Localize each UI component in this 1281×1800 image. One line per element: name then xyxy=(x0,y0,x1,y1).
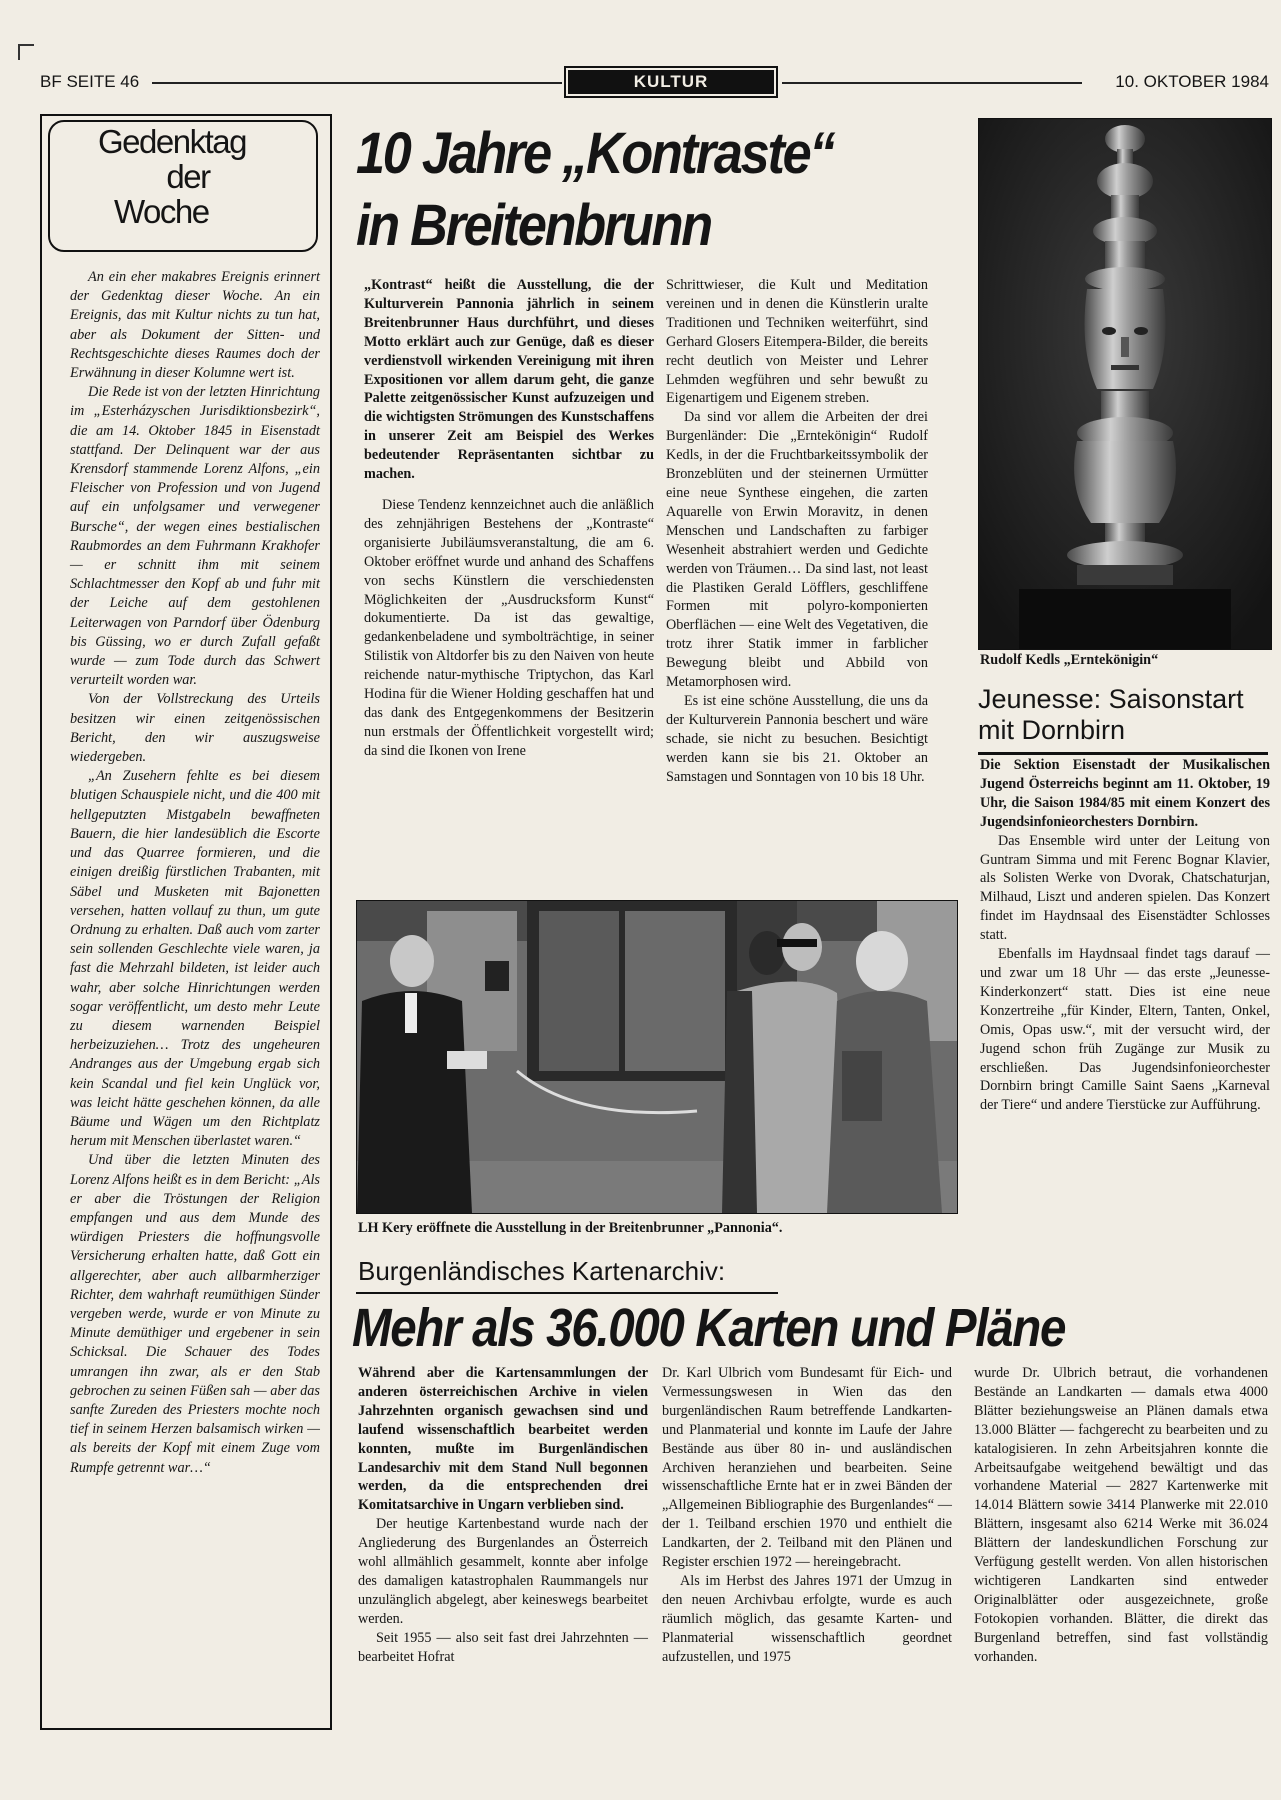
section-label: KULTUR xyxy=(568,70,774,94)
gedenktag-column xyxy=(40,114,332,1730)
karten-paragraph: Der heutige Kartenbestand wurde nach der Angliederung des Burgenlandes an Österreich wohl allmählich gesammelt, konnte aber infolge des damaligen katastrophalen Raummangels nur unzulänglich abgelegt, aber keineswegs bearbeitet werden. xyxy=(358,1516,648,1627)
karten-column-2 xyxy=(662,1364,952,1667)
karten-headline: Mehr als 36.000 Karten und Pläne xyxy=(352,1298,1066,1358)
statue-caption: Rudolf Kedls „Erntekönigin“ xyxy=(980,652,1159,668)
kontraste-headline-line1: 10 Jahre „Kontraste“ xyxy=(356,121,834,186)
event-caption: LH Kery eröffnete die Ausstellung in der Breitenbrunner „Pannonia“. xyxy=(358,1220,783,1236)
gedenktag-title xyxy=(48,120,318,252)
header-rule-left xyxy=(152,82,562,84)
kontraste-column-1 xyxy=(364,276,654,761)
kontraste-paragraph: Es ist eine schöne Ausstellung, die uns da der Kulturverein Pannonia beschert und wäre schade, sie nicht zu besuchen. Besichtigt werden kann sie bis 21. Oktober an Samstagen und Sonntagen von 10 bis 18 Uhr. xyxy=(666,692,928,785)
kontraste-paragraph: Da sind vor allem die Arbeiten der drei Burgenländer: Die „Erntekönigin“ Rudolf Kedls, in der die Fruchtbarkeitssymbolik der Bronzeblüten und der steinernen Urmütter eine neue Synthese eingehen, die zarten Aquarelle von Erwin Moravitz, in denen Menschen und Landschaften zu farbiger Wesenheit abstrahiert werden und Gedichte werden von Träumen… Da sind last, not least die Plastiken Gerald Löfflers, geschliffene Formen mit polyro-komponierten Oberflächen — eine Welt des Vegetativen, die trotz ihrer Statik immer in farblicher Bewegung bleibt und Abbild von Metamorphosen wird. xyxy=(666,409,928,691)
gedenktag-paragraph: An ein eher makabres Ereignis erinnert der Gedenktag dieser Woche. An ein Ereignis, das mit Kultur nichts zu tun hat, aber als Dokument der Sitten- und Rechtsgeschichte dieses Raumes doch der Erwähnung in dieser Kolumne wert ist. xyxy=(70,269,320,382)
exhibition-opening-image xyxy=(357,901,957,1213)
karten-paragraph: Dr. Karl Ulbrich vom Bundesamt für Eich- und Vermessungswesen in Wien das den burgenländischen Raum betreffende Landkarten- und Planmaterial und konnte im Laufe der Jahre Bestände aus über 80 in- und ausländischen Archiven heranziehen und bearbeiten. Seine wissenschaftliche Ernte hat er in zwei Bänden der „Allgemeinen Bibliographie des Burgenlandes“ — der 1. Teilband erschien 1970 und enthielt die Landkarten, der 2. Teilband mit den Plänen und Register erschien 1972 — hereingebracht. xyxy=(662,1365,952,1571)
kontraste-column-2 xyxy=(666,276,928,786)
karten-paragraph: Als im Herbst des Jahres 1971 der Umzug in den neuen Archivbau erfolgte, wurde es auch räumlich möglich, das gesamte Karten- und Planmaterial wissenschaftlich geordnet aufzustellen, und 1975 xyxy=(662,1572,952,1665)
gedenktag-title-line2: der xyxy=(166,158,210,195)
karten-column-3 xyxy=(974,1364,1268,1667)
karten-column-1 xyxy=(358,1364,648,1667)
gedenktag-paragraph: Von der Vollstreckung des Urteils besitzen wir einen zeitgenössischen Bericht, den wir auszugsweise wiedergeben. xyxy=(70,691,320,766)
gedenktag-paragraph: Die Rede ist von der letzten Hinrichtung im „Esterházyschen Jurisdiktionsbezirk“, die am 14. Oktober 1845 in Eisenstadt stattfand. Der Delinquent war der aus Krensdorf stammende Lorenz Alfons, „ein Fleischer von Profession und von Jugend auf ein unfolgsamer und verwegener Bursche“, der wegen eines bestialischen Raubmordes an dem Fuhrmann Krakhofer — er schnitt ihm mit seinem Schlachtmesser den Kopf ab und fuhr mit der Leiche auf dem gestohlenen Leiterwagen von Parndorf über Ödenburg bis Güssing, wo er durch Zufall gefaßt wurde — zum Tode durch das Schwert verurteilt worden war. xyxy=(70,384,320,689)
gedenktag-title-line1: Gedenktag xyxy=(98,123,246,160)
issue-date: 10. OKTOBER 1984 xyxy=(1115,72,1269,91)
jeunesse-paragraph: Ebenfalls im Haydnsaal findet tags darauf — und zwar um 18 Uhr — das erste „Jeunesse-Kinderkonzert“ statt. Dies ist eine neue Konzertreihe „für Kinder, Eltern, Tanten, Onkel, Omis, Opas usw.“, mit der versucht wird, der Jugend schon früh Zugänge zur Musik zu erschließen. Das Jugendsinfonieorchester Dornbirn bringt Camille Saint Saens „Karneval der Tiere“ und andere Tierstücke zur Aufführung. xyxy=(980,946,1270,1114)
kontraste-headline xyxy=(356,118,914,262)
gedenktag-paragraph: Und über die letzten Minuten des Lorenz Alfons heißt es in dem Bericht: „Als er aber die Tröstungen der Religion empfangen und aus dem Munde des würdigen Priesters die hoffnungsvolle Versicherung erhalten hatte, daß Gott ein allgerechter, aber auch allbarmherziger Richter, dem wahrhaft reumüthigen Sünder vergeben werde, wurde er von Minute zu Minute demüthiger und ergebener in sein Schicksal. Die Schauer des Todes umrangen ihn zwar, als er den Stab gebrochen zu seinen Füßen sah — aber das sanfte Zureden des Priesters mochte noch tief in seinem Herzen balsamisch wirken — als bereits der Kopf mit einem Zuge vom Rumpfe getrennt war…“ xyxy=(70,1152,320,1476)
header-rule-right xyxy=(782,82,1082,84)
kontraste-paragraph: Schrittwieser, die Kult und Meditation vereinen und in denen die Künstlerin uralte Traditionen und Techniken weiterführt, sind Gerhard Glosers Eitempera-Bilder, die bereits recht deutlich von Meister und Lehrer Lehmden wegführen und sehr bewußt zu Eigenartigem und Eigenem streben. xyxy=(666,277,928,407)
gedenktag-paragraph: „An Zusehern fehlte es bei diesem blutigen Schauspiele nicht, und die 400 mit hellgeputzten Mistgabeln bewaffneten Bauern, die hier landesüblich die Escorte und das Quarree formieren, und die einigen dreißig fürstlichen Trabanten, mit Säbel und Musketen mit Bajonetten versehen, hatten vollauf zu thun, um gute Ordnung zu erhalten. Daß auch vom zarter sein sollenden Geschlechte viele waren, ja fast die Mehrzahl bildeten, ist leider auch wahr, aber solche Hinrichtungen werden sogar veröffentlicht, um desto mehr Leute zu diesem warnenden Beispiel herbeizuziehen… Trotz des ungeheuren Andranges aus der Umgebung ergab sich kein Scandal und fiel kein Unglück vor, was leicht hätte geschehen können, da alle Bäume und Wägen um den Richtplatz herum mit Menschen überlastet waren.“ xyxy=(70,768,320,1150)
erntekoenigin-sculpture-image xyxy=(979,119,1271,649)
gedenktag-title-line3: Woche xyxy=(114,193,209,230)
statue-photo xyxy=(978,118,1272,650)
kontraste-headline-line2: in Breitenbrunn xyxy=(356,193,711,258)
jeunesse-text xyxy=(980,756,1270,1115)
karten-paragraph: wurde Dr. Ulbrich betraut, die vorhandenen Bestände an Landkarten — damals etwa 4000 Blätter beziehungsweise an Plänen damals etwa 13.000 Blätter — fachgerecht zu bearbeiten und zu katalogisieren. In zehn Arbeitsjahren konnte die Arbeitsaufgabe weitgehend bewältigt und das vorhandene Material — 2827 Kartenwerke mit 14.014 Blättern sowie 3414 Planwerke mit 22.010 Blättern, insgesamt also 6214 Werke mit 36.024 Blättern der landeskundlichen Forschung zur Verfügung gestellt werden. Von allen historischen wichtigeren Landkarten sind entweder Originalblätter oder ausgezeichnete, große Fotokopien vorhanden. Blätter, die direkt das Burgenland betreffen, sind fast vollständig vorhanden. xyxy=(974,1365,1268,1665)
section-label-box xyxy=(564,66,778,98)
page-number: BF SEITE 46 xyxy=(40,72,140,91)
karten-paragraph: Seit 1955 — also seit fast drei Jahrzehnten — bearbeitet Hofrat xyxy=(358,1629,648,1665)
kontraste-paragraph: Diese Tendenz kennzeichnet auch die anläßlich des zehnjährigen Bestehens der „Kontraste“ organisierte Jubiläumsveranstaltung, die am 6. Oktober eröffnet wurde und anhand des Schaffens von sechs Künstlern die verschiedensten Möglichkeiten der „Ausdrucksform Kunst“ dokumentierte. Da ist das gewaltige, gedankenbeladene und symbolträchtige, in seiner Stilistik von Altdorfer bis zu den Naiven von heute reichende natur-mythische Triptychon, das Karl Hodina für die Wiener Holding geschaffen hat und das dank des Entgegenkommens der Besitzerin nun erstmals der Öffentlichkeit vorgestellt wird; da sind die Ikonen von Irene xyxy=(364,496,654,759)
exhibition-opening-photo xyxy=(356,900,958,1214)
jeunesse-lead: Die Sektion Eisenstadt der Musikalischen Jugend Österreichs beginnt am 11. Oktober, 19 Uhr, die Saison 1984/85 mit einem Konzert des Jugendsinfonieorchesters Dornbirn. xyxy=(980,757,1270,830)
crop-mark xyxy=(18,44,34,60)
kontraste-lead: „Kontrast“ heißt die Ausstellung, die der Kulturverein Pannonia jährlich in seinem Breitenbrunner Haus durchführt, und dieses Motto erklärt auch zur Genüge, daß es dieser verdienstvoll wirkenden Vereinigung mit ihren Expositionen vor allem darum geht, die ganze Palette zeitgenössischer Kunst aufzuzeigen und die wichtigsten Strömungen des Kunstschaffens in unserer Zeit am Beispiel des Werkes bedeutender Repräsentanten sichtbar zu machen. xyxy=(364,277,654,483)
jeunesse-headline: Jeunesse: Saisonstart mit Dornbirn xyxy=(978,684,1268,755)
jeunesse-paragraph: Das Ensemble wird unter der Leitung von Guntram Simma und mit Ferenc Bognar Klavier, als Solisten Werke von Dvorak, Chatschaturjan, Milhaud, Liszt und anderen spielen. Das Konzert findet im Haydnsaal des Eisenstädter Schlosses statt. xyxy=(980,832,1270,944)
karten-lead: Während aber die Kartensammlungen der anderen österreichischen Archive in vielen Jahrzehnten organisch gewachsen sind und laufend wissenschaftlich bearbeitet werden konnten, mußte im Burgenländischen Landesarchiv mit dem Stand Null begonnen werden, da die entsprechenden drei Komitatsarchive in Ungarn verblieben sind. xyxy=(358,1365,648,1514)
gedenktag-text xyxy=(70,268,320,1478)
karten-kicker: Burgenländisches Kartenarchiv: xyxy=(358,1256,726,1286)
